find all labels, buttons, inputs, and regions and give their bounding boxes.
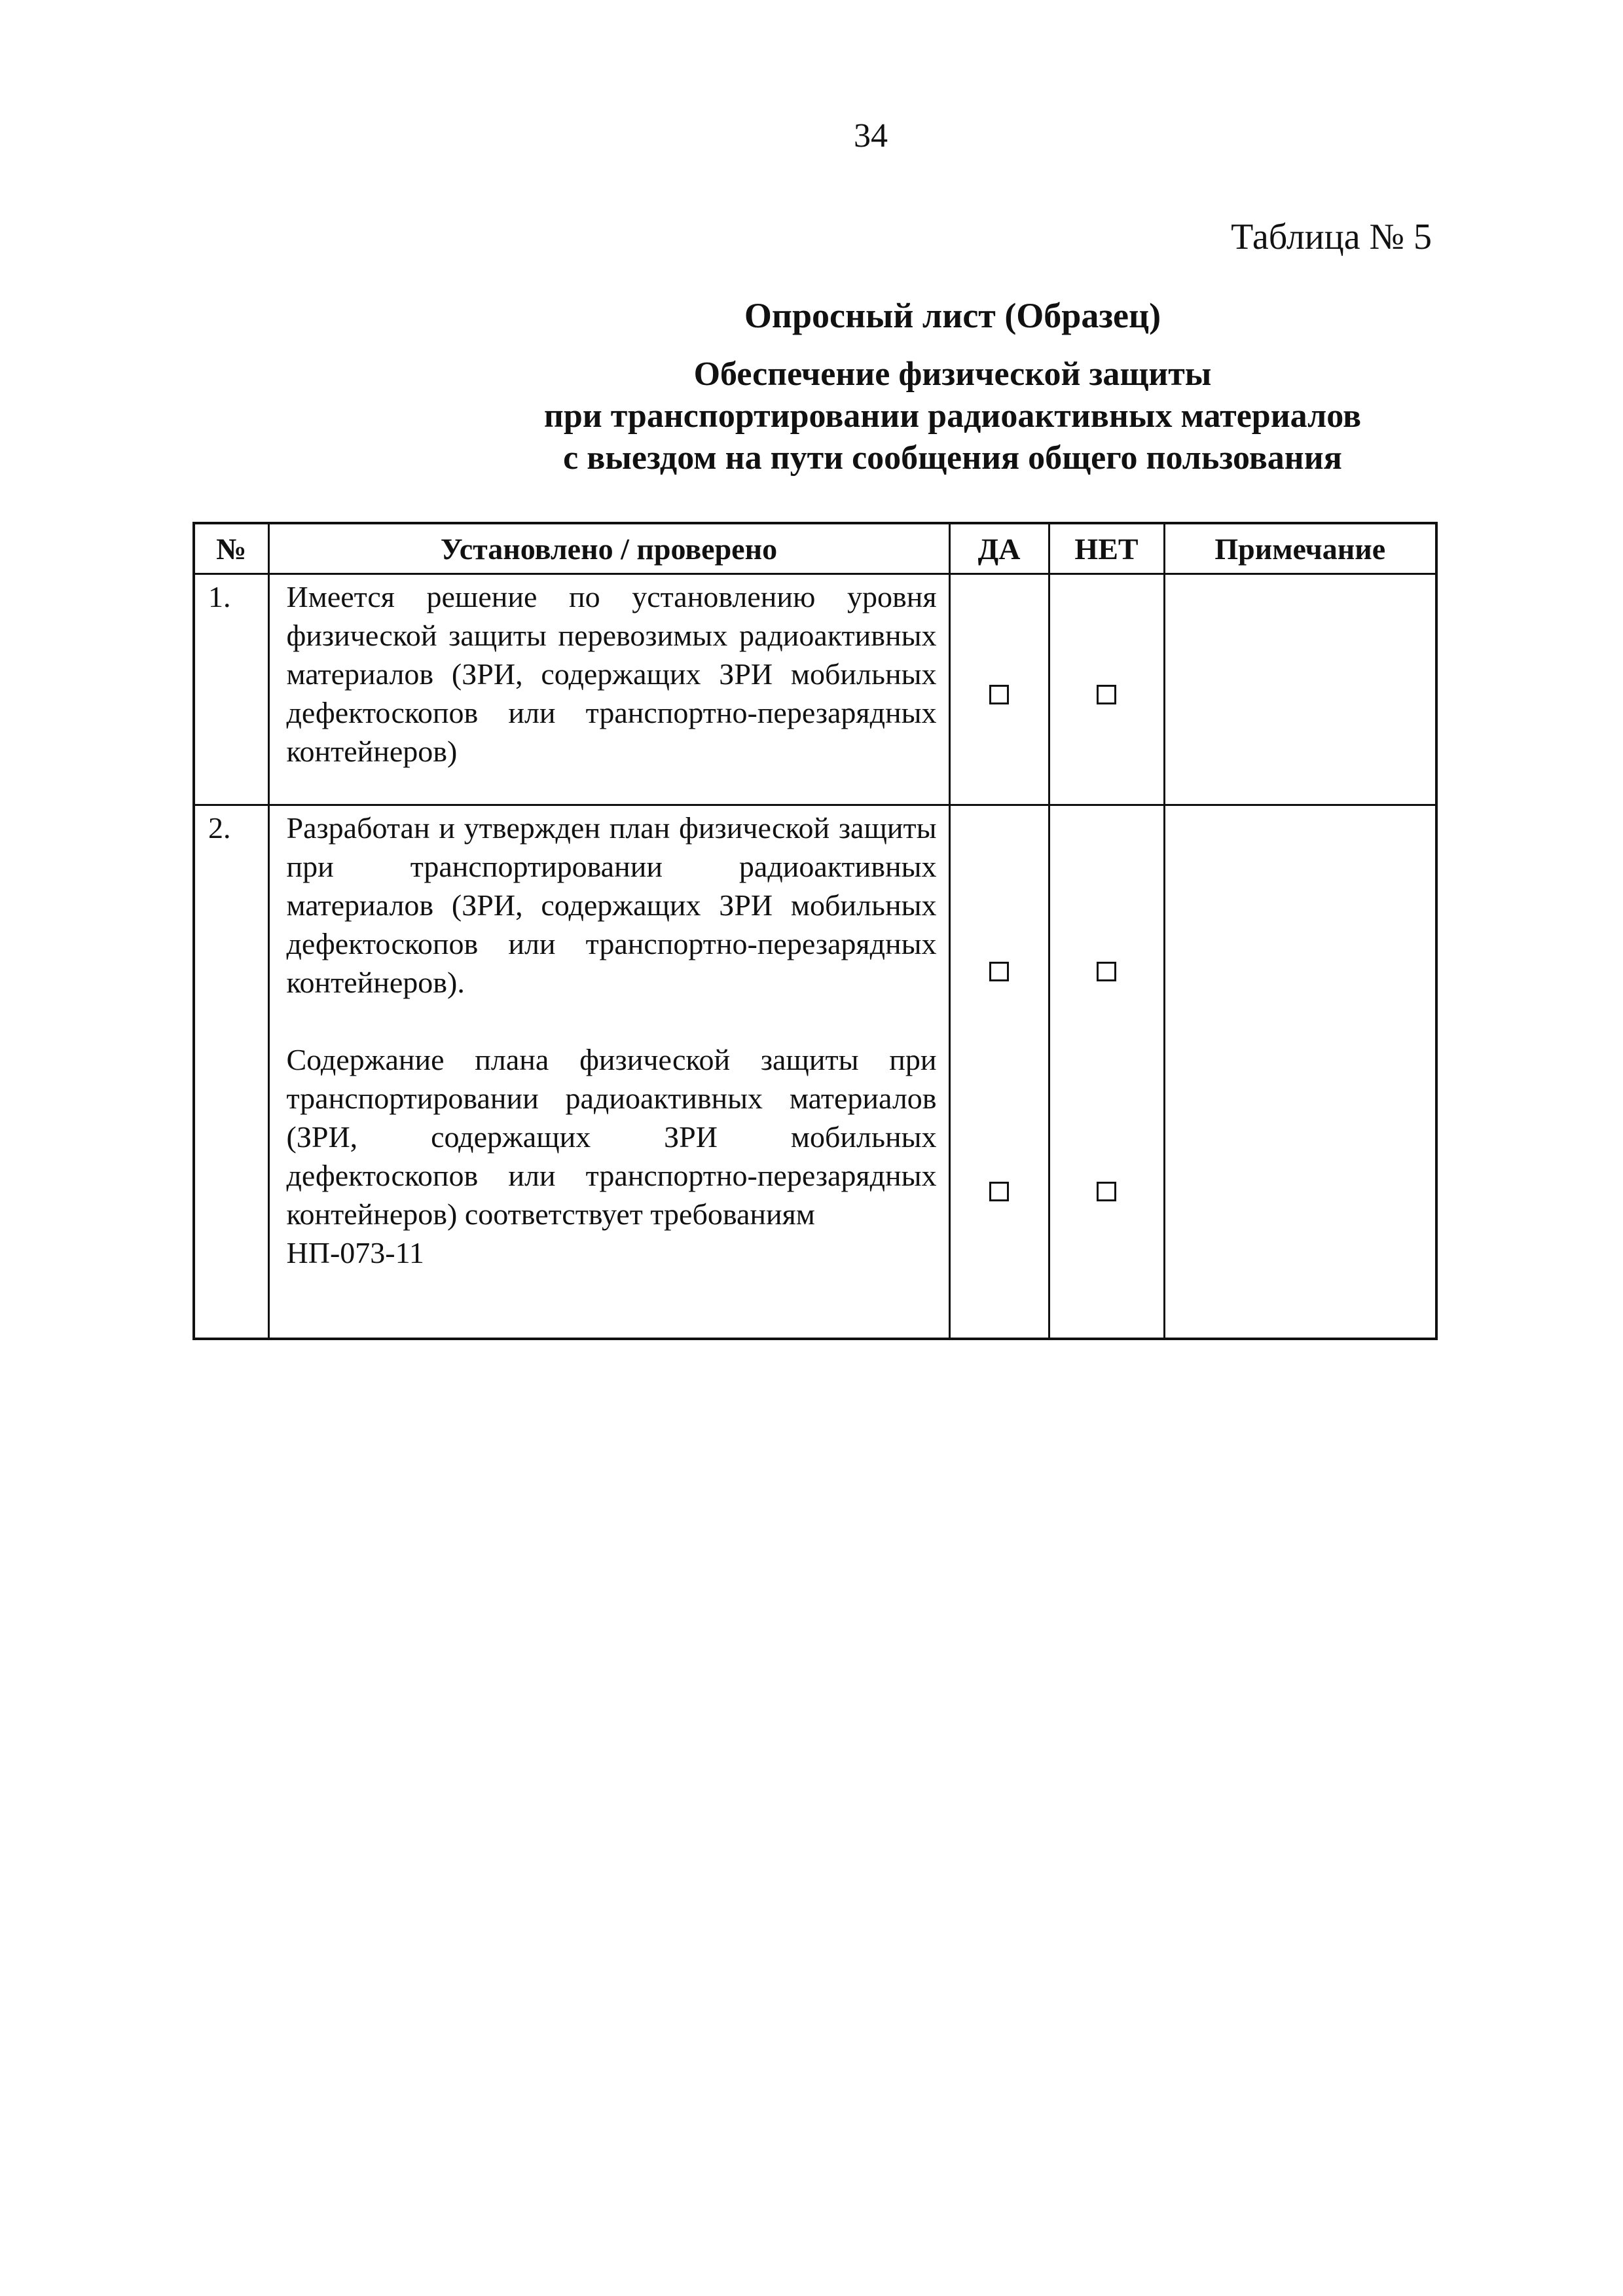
header-yes: ДА — [949, 523, 1049, 574]
yes-checkbox[interactable] — [989, 685, 1009, 704]
no-cell — [1049, 574, 1164, 805]
header-checked: Установлено / проверено — [268, 523, 949, 574]
form-subtitle-line-3: с выездом на пути сообщения общего пользования — [563, 439, 1342, 477]
row-regulation-code: НП-073-11 — [286, 1236, 424, 1269]
note-cell[interactable] — [1164, 574, 1436, 805]
yes-checkbox[interactable] — [989, 1182, 1009, 1201]
row-number: 1. — [194, 574, 268, 805]
row-text — [268, 574, 949, 805]
form-subtitle-line-2: при транспортировании радиоактивных материалов — [543, 397, 1362, 435]
yes-cell — [949, 805, 1049, 1339]
table-header-row — [194, 523, 1436, 574]
row-paragraph: Имеется решение по установлению уровня физической защиты перевозимых радиоактивных материалов (ЗРИ, содержащих ЗРИ мобильных дефектоскопов или транспортно-перезарядных контейнеров) — [286, 580, 937, 768]
no-cell — [1049, 805, 1164, 1339]
no-checkbox[interactable] — [1097, 962, 1116, 981]
row-paragraph: Содержание плана физической защиты при транспортировании радиоактивных материалов (ЗРИ, содержащих ЗРИ мобильных дефектоскопов или транспортно-перезарядных контейнеров) соответствует требованиям — [286, 1043, 937, 1231]
row-text — [268, 805, 949, 1339]
page-number: 34 — [854, 117, 888, 155]
title-block — [0, 295, 1623, 479]
row-number: 2. — [194, 805, 268, 1339]
no-checkbox[interactable] — [1097, 1182, 1116, 1201]
note-cell[interactable] — [1164, 805, 1436, 1339]
header-note: Примечание — [1164, 523, 1436, 574]
table-label: Таблица № 5 — [1231, 217, 1432, 257]
row-paragraph: Разработан и утвержден план физической защиты при транспортировании радиоактивных материалов (ЗРИ, содержащих ЗРИ мобильных дефектоскопов или транспортно-перезарядных контейнеров). — [286, 811, 937, 999]
yes-cell — [949, 574, 1049, 805]
header-number: № — [194, 523, 268, 574]
form-title: Опросный лист (Образец) — [744, 296, 1161, 335]
header-no: НЕТ — [1049, 523, 1164, 574]
table-row — [194, 805, 1436, 1339]
table-row — [194, 574, 1436, 805]
form-subtitle-line-1: Обеспечение физической защиты — [693, 355, 1212, 393]
checklist-table — [192, 522, 1438, 1340]
yes-checkbox[interactable] — [989, 962, 1009, 981]
no-checkbox[interactable] — [1097, 685, 1116, 704]
